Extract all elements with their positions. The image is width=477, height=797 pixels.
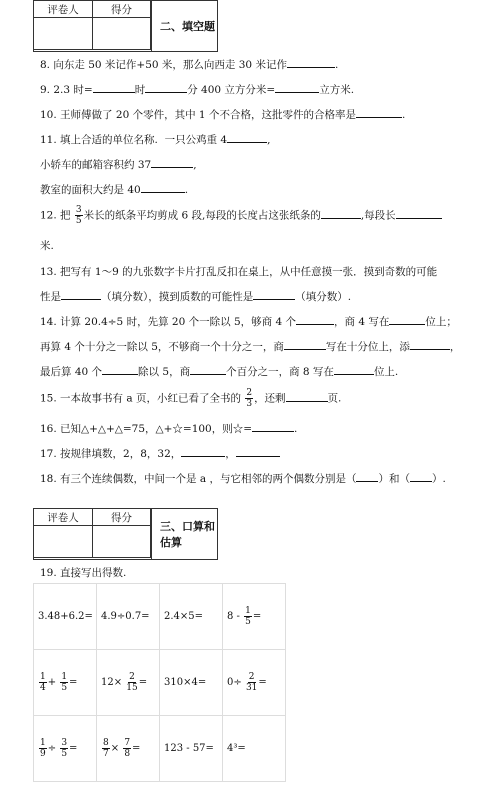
fraction-numerator: 2: [246, 388, 253, 398]
question-text: ，: [449, 341, 461, 353]
question-number: 12.: [40, 209, 57, 222]
fraction-denominator: 5: [61, 683, 68, 693]
answer-blank[interactable]: [190, 364, 226, 375]
score-table: [33, 508, 151, 558]
answer-blank[interactable]: [284, 339, 326, 350]
expression-text: 8 -: [227, 611, 240, 622]
fraction-denominator: 15: [126, 683, 138, 693]
answer-blank[interactable]: [286, 391, 328, 402]
answer-blank[interactable]: [236, 446, 280, 457]
question-8: [40, 57, 338, 72]
equals-sign: =: [69, 677, 78, 688]
answer-blank[interactable]: [356, 471, 378, 482]
question-number: 9.: [40, 84, 51, 96]
fraction-numerator: 7: [124, 738, 131, 748]
section-title: 三、口算和估算: [151, 509, 217, 559]
fraction: [75, 205, 83, 226]
grid-cell[interactable]: [97, 716, 160, 782]
question-14-line3: [40, 364, 398, 379]
question-text: 把写有 1～9 的九张数字卡片打乱反扣在桌上，从中任意摸一张．摸到奇数的可能: [60, 266, 438, 278]
expression-text: =: [252, 611, 262, 622]
question-number: 17.: [40, 448, 57, 460]
section3-header: [33, 508, 218, 560]
fraction-denominator: 5: [75, 216, 82, 226]
question-12-line2: [40, 238, 54, 253]
question-text: 小轿车的邮箱容积约 37: [40, 159, 152, 171]
grid-cell[interactable]: 2.4×5=: [160, 584, 223, 650]
question-18: [40, 471, 446, 486]
question-text: ，商 4 写在: [334, 316, 390, 328]
question-text: ,每段长: [360, 209, 396, 222]
grader-label: 评卷人: [34, 1, 93, 18]
question-text: 页.: [327, 392, 342, 405]
question-text: 写在十分位上，添: [325, 341, 410, 353]
fraction: [246, 672, 257, 693]
grader-label: 评卷人: [34, 509, 93, 526]
expression-text: 12×: [101, 677, 123, 688]
question-text: 教室的面积大约是 40: [40, 184, 141, 196]
question-14: [40, 314, 457, 329]
answer-blank[interactable]: [102, 364, 138, 375]
fraction: [123, 738, 131, 759]
question-9: [40, 82, 354, 97]
fraction-denominator: 9: [40, 749, 46, 759]
equals-sign: =: [132, 743, 141, 754]
question-text: 有三个连续偶数，中间一个是 a ，与它相邻的两个偶数分别是（: [60, 473, 357, 485]
grader-cell[interactable]: [34, 526, 93, 558]
operator: ×: [110, 743, 120, 754]
section-title: 二、填空题: [151, 1, 217, 51]
question-text: 向东走 50 米记作+50 米，那么向西走 30 米记作: [53, 59, 287, 71]
fraction: [102, 738, 110, 759]
fraction-denominator: 4: [40, 683, 46, 693]
fraction-denominator: 5: [61, 749, 68, 759]
question-19: [40, 565, 126, 580]
question-text: 个百分之一，商 8 写在: [226, 366, 334, 378]
grid-cell[interactable]: 310×4=: [160, 650, 223, 716]
fraction-numerator: 1: [40, 738, 46, 748]
fraction: [60, 738, 68, 759]
fraction-numerator: 1: [61, 672, 68, 682]
fraction: [126, 672, 137, 693]
question-number: 8.: [40, 59, 51, 71]
score-cell[interactable]: [93, 18, 151, 50]
answer-blank[interactable]: [275, 82, 319, 93]
question-number: 18.: [40, 473, 57, 485]
question-text: .: [294, 423, 298, 435]
grid-cell[interactable]: [223, 584, 286, 650]
question-text: ,: [193, 159, 197, 171]
question-text: 性是: [40, 291, 61, 303]
answer-blank[interactable]: [93, 82, 135, 93]
question-text: 位上.: [373, 366, 399, 378]
question-17: [40, 446, 280, 461]
grid-cell[interactable]: [97, 650, 160, 716]
fraction-denominator: 7: [103, 749, 109, 759]
fraction-denominator: 5: [245, 617, 251, 627]
fraction-numerator: 1: [245, 606, 251, 616]
fraction-denominator: 3: [246, 399, 253, 409]
question-number: 16.: [40, 423, 57, 435]
grid-row: [34, 650, 286, 716]
question-text: 位上；: [425, 316, 457, 328]
question-11-line3: [40, 182, 188, 197]
question-number: 19.: [40, 567, 57, 579]
fraction: [60, 672, 68, 693]
question-text: 王师傅做了 20 个零件，其中 1 个不合格，这批零件的合格率是: [60, 109, 356, 121]
question-text: 按规律填数，2，8，32，: [60, 448, 182, 460]
answer-blank[interactable]: [181, 446, 225, 457]
question-text: ，还剩: [254, 392, 286, 405]
grid-row: [34, 716, 286, 782]
answer-blank[interactable]: [61, 289, 101, 300]
fraction-numerator: 3: [61, 738, 68, 748]
answer-blank[interactable]: [141, 182, 185, 193]
equals-sign: =: [258, 677, 267, 688]
question-text: 立方米.: [319, 84, 355, 96]
question-14-line2: [40, 339, 460, 354]
grid-cell[interactable]: [34, 716, 97, 782]
question-number: 10.: [40, 109, 57, 121]
question-text: .: [184, 184, 189, 196]
question-text: .: [401, 109, 406, 121]
answer-blank[interactable]: [151, 157, 193, 168]
equals-sign: =: [69, 743, 78, 754]
question-number: 13.: [40, 266, 57, 278]
question-text: .: [334, 59, 339, 71]
question-15: [40, 388, 341, 409]
answer-blank[interactable]: [287, 57, 335, 68]
operator: ÷: [47, 743, 57, 754]
question-16: [40, 421, 297, 436]
grid-cell[interactable]: [34, 650, 97, 716]
fraction-numerator: 2: [248, 672, 255, 682]
question-number: 11.: [40, 134, 57, 146]
answer-blank[interactable]: [356, 107, 402, 118]
question-text: 除以 5，商: [138, 366, 191, 378]
question-text: 时: [134, 84, 146, 96]
grid-cell[interactable]: 4³=: [223, 716, 286, 782]
question-text: 最后算 40 个: [40, 366, 103, 378]
answer-blank[interactable]: [321, 208, 361, 219]
score-label: 得分: [93, 509, 151, 526]
question-11-line2: [40, 157, 197, 172]
grid-cell[interactable]: 123 - 57=: [160, 716, 223, 782]
answer-blank[interactable]: [389, 314, 425, 325]
question-text: 一本故事书有 a 页，小红已看了全书的: [60, 392, 241, 405]
question-text: 米长的纸条平均剪成 6 段,每段的长度占这张纸条的: [83, 209, 321, 222]
answer-blank[interactable]: [410, 471, 432, 482]
section2-header: [33, 0, 218, 52]
answer-blank[interactable]: [252, 421, 294, 432]
question-text: 计算 20.4÷5 时，先算 20 个一除以 5，够商 4 个: [60, 316, 296, 328]
answer-blank[interactable]: [410, 339, 450, 350]
grader-cell[interactable]: [34, 18, 93, 50]
answer-blank[interactable]: [396, 208, 442, 219]
answer-blank[interactable]: [253, 289, 295, 300]
grid-cell[interactable]: [223, 650, 286, 716]
question-13-line2: [40, 289, 351, 304]
answer-blank[interactable]: [334, 364, 374, 375]
score-label: 得分: [93, 1, 151, 18]
fraction-denominator: 8: [124, 749, 131, 759]
question-text: 2.3 时=: [53, 84, 93, 96]
grid-row: [34, 584, 286, 650]
answer-blank[interactable]: [145, 82, 187, 93]
grid-cell[interactable]: 3.48+6.2=: [34, 584, 97, 650]
question-text: 已知△+△+△=75，△+☆=100，则☆=: [60, 423, 253, 435]
expression-text: 0÷: [227, 677, 242, 688]
operator: +: [47, 677, 57, 688]
question-text: ，: [225, 448, 236, 460]
question-number: 14.: [40, 316, 57, 328]
answer-blank[interactable]: [227, 132, 267, 143]
fraction: [39, 738, 47, 759]
question-13: [40, 264, 437, 279]
question-text: ）.: [431, 473, 446, 485]
fraction-numerator: 1: [40, 672, 46, 682]
question-text: 填上合适的单位名称.: [60, 134, 158, 146]
question-text: 分 400 立方分米=: [187, 84, 276, 96]
question-text: ,: [267, 134, 271, 146]
fraction-numerator: 2: [129, 672, 135, 682]
question-number: 15.: [40, 392, 57, 405]
fraction: [245, 388, 253, 409]
question-text: （填分数），摸到质数的可能性是: [101, 291, 254, 303]
answer-blank[interactable]: [296, 314, 334, 325]
arithmetic-grid: [33, 583, 286, 782]
question-10: [40, 107, 405, 122]
question-11: [40, 132, 270, 147]
question-text: （填分数）.: [295, 291, 352, 303]
question-text: 米.: [40, 240, 54, 252]
equals-sign: =: [138, 677, 148, 688]
question-text: ）和（: [378, 473, 410, 485]
fraction: [39, 672, 47, 693]
question-text: 把: [60, 209, 71, 222]
score-cell[interactable]: [93, 526, 151, 558]
fraction-numerator: 8: [103, 738, 109, 748]
fraction-numerator: 3: [75, 205, 82, 215]
question-text: 再算 4 个十分之一除以 5，不够商一个十分之一，商: [40, 341, 284, 353]
question-text: 直接写出得数.: [60, 567, 127, 579]
score-table: [33, 0, 151, 50]
grid-cell[interactable]: 4.9÷0.7=: [97, 584, 160, 650]
question-12: [40, 205, 442, 226]
question-text: 一只公鸡重 4: [164, 134, 228, 146]
fraction-denominator: 31: [245, 683, 258, 693]
fraction: [244, 606, 252, 627]
